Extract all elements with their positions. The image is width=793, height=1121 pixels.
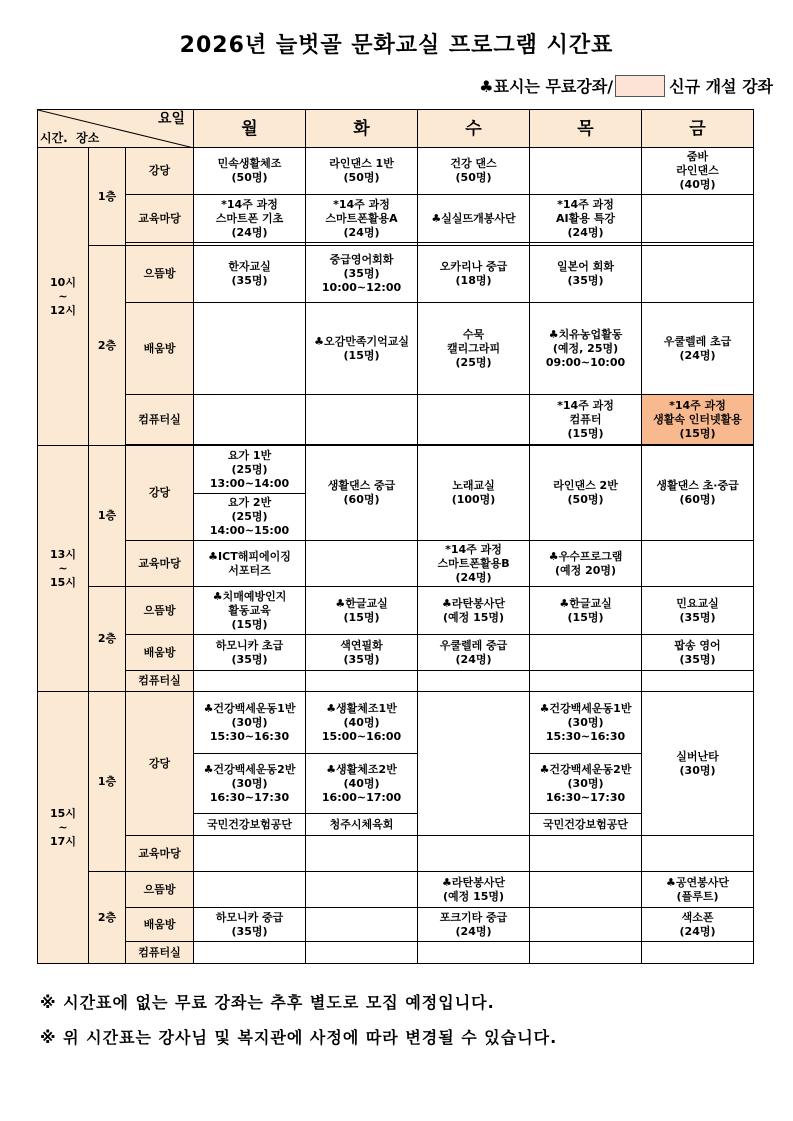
class-cell bbox=[530, 671, 642, 692]
class-cell bbox=[306, 836, 418, 872]
class-cell bbox=[194, 303, 306, 395]
day-label: 요일 bbox=[157, 111, 186, 127]
floor-1: 1층 bbox=[89, 148, 126, 246]
floor-1: 1층 bbox=[89, 692, 126, 872]
note-1: ※ 시간표에 없는 무료 강좌는 추후 별도로 모집 예정입니다. bbox=[40, 993, 495, 1012]
class-cell: ♣우수프로그램 (예정 20명) bbox=[530, 541, 642, 587]
place-learning-room: 배움방 bbox=[126, 303, 194, 395]
class-cell bbox=[418, 671, 530, 692]
class-cell: 색연필화 (35명) bbox=[306, 635, 418, 671]
class-cell: 노래교실 (100명) bbox=[418, 446, 530, 541]
legend-new-label: 신규 개설 강좌 bbox=[669, 77, 773, 96]
class-cell bbox=[194, 671, 306, 692]
class-cell bbox=[530, 836, 642, 872]
class-cell: ♣생활체조2반 (40명) 16:00~17:00 bbox=[306, 754, 418, 814]
class-cell bbox=[194, 836, 306, 872]
class-cell bbox=[418, 836, 530, 872]
class-cell bbox=[194, 395, 306, 445]
class-cell: ♣건강백세운동2반 (30명) 16:30~17:30 bbox=[194, 754, 306, 814]
class-cell bbox=[642, 671, 754, 692]
class-cell bbox=[530, 942, 642, 964]
class-cell: 건강 댄스 (50명) bbox=[418, 148, 530, 195]
class-cell: 민속생활체조 (50명) bbox=[194, 148, 306, 195]
class-cell: 라인댄스 2반 (50명) bbox=[530, 446, 642, 541]
class-cell: 우쿨렐레 초급 (24명) bbox=[642, 303, 754, 395]
class-cell bbox=[530, 908, 642, 942]
class-cell: ♣라탄봉사단 (예정 15명) bbox=[418, 872, 530, 908]
place-eutteum-room: 으뜸방 bbox=[126, 872, 194, 908]
class-cell: ♣ICT해피에이징 서포터즈 bbox=[194, 541, 306, 587]
time-slot-2: 13시 ~ 15시 bbox=[38, 446, 89, 692]
class-cell: ♣한글교실 (15명) bbox=[530, 587, 642, 635]
class-cell-yoga bbox=[194, 446, 306, 541]
note-2: ※ 위 시간표는 강사님 및 복지관에 사정에 따라 변경될 수 있습니다. bbox=[40, 1028, 558, 1047]
class-cell: 중급영어회화 (35명) 10:00~12:00 bbox=[306, 246, 418, 303]
class-cell bbox=[530, 148, 642, 195]
class-cell bbox=[642, 836, 754, 872]
class-cell: 오카리나 중급 (18명) bbox=[418, 246, 530, 303]
class-cell-empty bbox=[418, 692, 530, 836]
class-cell: 생활댄스 초·중급 (60명) bbox=[642, 446, 754, 541]
class-cell bbox=[306, 671, 418, 692]
class-cell: 하모니카 중급 (35명) bbox=[194, 908, 306, 942]
class-cell bbox=[306, 395, 418, 445]
floor-1: 1층 bbox=[89, 446, 126, 587]
class-cell bbox=[642, 942, 754, 964]
class-cell bbox=[418, 395, 530, 445]
class-cell: *14주 과정 AI활용 특강 (24명) bbox=[530, 195, 642, 243]
day-header-thu: 목 bbox=[530, 110, 642, 148]
class-cell bbox=[642, 541, 754, 587]
place-computer-room: 컴퓨터실 bbox=[126, 942, 194, 964]
day-header-tue: 화 bbox=[306, 110, 418, 148]
class-cell: 색소폰 (24명) bbox=[642, 908, 754, 942]
class-cell bbox=[306, 942, 418, 964]
class-cell bbox=[418, 942, 530, 964]
sponsor-label: 국민건강보험공단 bbox=[194, 814, 306, 836]
place-education-yard: 교육마당 bbox=[126, 836, 194, 872]
class-cell: ♣한글교실 (15명) bbox=[306, 587, 418, 635]
class-cell bbox=[194, 942, 306, 964]
place-eutteum-room: 으뜸방 bbox=[126, 246, 194, 303]
class-cell: ♣건강백세운동2반 (30명) 16:30~17:30 bbox=[530, 754, 642, 814]
place-computer-room: 컴퓨터실 bbox=[126, 395, 194, 445]
class-cell: ♣건강백세운동1반 (30명) 15:30~16:30 bbox=[194, 692, 306, 754]
class-cell: ♣건강백세운동1반 (30명) 15:30~16:30 bbox=[530, 692, 642, 754]
place-learning-room: 배움방 bbox=[126, 908, 194, 942]
class-cell: *14주 과정 스마트폰 기초 (24명) bbox=[194, 195, 306, 243]
place-education-yard: 교육마당 bbox=[126, 541, 194, 587]
class-cell: 생활댄스 중급 (60명) bbox=[306, 446, 418, 541]
day-header-fri: 금 bbox=[642, 110, 754, 148]
class-cell: 라인댄스 1반 (50명) bbox=[306, 148, 418, 195]
new-class-cell: *14주 과정 생활속 인터넷활용 (15명) bbox=[642, 395, 754, 445]
class-cell: 우쿨렐레 중급 (24명) bbox=[418, 635, 530, 671]
class-cell: ♣치매예방인지 활동교육 (15명) bbox=[194, 587, 306, 635]
legend-free-label: ♣표시는 무료강좌/ bbox=[479, 77, 614, 96]
time-place-label: 시간. 장소 bbox=[40, 131, 100, 145]
class-cell: *14주 과정 스마트폰활용A (24명) bbox=[306, 195, 418, 243]
class-cell: *14주 과정 컴퓨터 (15명) bbox=[530, 395, 642, 445]
sponsor-label: 청주시체육회 bbox=[306, 814, 418, 836]
class-cell: 포크기타 중급 (24명) bbox=[418, 908, 530, 942]
class-cell: 수묵 캘리그라피 (25명) bbox=[418, 303, 530, 395]
class-cell bbox=[194, 872, 306, 908]
class-cell: ♣생활체조1반 (40명) 15:00~16:00 bbox=[306, 692, 418, 754]
day-header-wed: 수 bbox=[418, 110, 530, 148]
class-cell: 하모니카 초급 (35명) bbox=[194, 635, 306, 671]
time-slot-3: 15시 ~ 17시 bbox=[38, 692, 89, 964]
class-cell: 팝송 영어 (35명) bbox=[642, 635, 754, 671]
class-cell bbox=[642, 246, 754, 303]
place-computer-room: 컴퓨터실 bbox=[126, 671, 194, 692]
class-cell bbox=[642, 195, 754, 243]
class-cell bbox=[306, 872, 418, 908]
class-cell: ♣실실뜨개봉사단 bbox=[418, 195, 530, 243]
place-eutteum-room: 으뜸방 bbox=[126, 587, 194, 635]
notes bbox=[40, 990, 557, 1060]
class-cell: ♣치유농업활동 (예정, 25명) 09:00~10:00 bbox=[530, 303, 642, 395]
class-cell bbox=[306, 541, 418, 587]
place-hall: 강당 bbox=[126, 692, 194, 836]
time-slot-1: 10시 ~ 12시 bbox=[38, 148, 89, 446]
class-cell bbox=[530, 872, 642, 908]
class-cell: ♣라탄봉사단 (예정 15명) bbox=[418, 587, 530, 635]
class-cell: 줌바 라인댄스 (40명) bbox=[642, 148, 754, 195]
class-cell: 민요교실 (35명) bbox=[642, 587, 754, 635]
yoga-class-2: 요가 2반 (25명) 14:00~15:00 bbox=[194, 493, 305, 538]
legend bbox=[479, 74, 773, 97]
day-header-mon: 월 bbox=[194, 110, 306, 148]
page-title: 2026년 늘벗골 문화교실 프로그램 시간표 bbox=[179, 33, 614, 58]
class-cell: ♣오감만족기억교실 (15명) bbox=[306, 303, 418, 395]
class-cell: *14주 과정 스마트폰활용B (24명) bbox=[418, 541, 530, 587]
legend-new-swatch bbox=[615, 75, 665, 97]
floor-2: 2층 bbox=[89, 587, 126, 692]
place-hall: 강당 bbox=[126, 446, 194, 541]
floor-2: 2층 bbox=[89, 872, 126, 964]
place-hall: 강당 bbox=[126, 148, 194, 195]
place-education-yard: 교육마당 bbox=[126, 195, 194, 243]
class-cell bbox=[306, 908, 418, 942]
place-learning-room: 배움방 bbox=[126, 635, 194, 671]
class-cell: 한자교실 (35명) bbox=[194, 246, 306, 303]
timetable bbox=[37, 109, 754, 964]
header-corner bbox=[38, 110, 194, 148]
floor-2: 2층 bbox=[89, 246, 126, 446]
class-cell bbox=[530, 635, 642, 671]
yoga-class-1: 요가 1반 (25명) 13:00~14:00 bbox=[209, 448, 290, 490]
class-cell: 실버난타 (30명) bbox=[642, 692, 754, 836]
class-cell: 일본어 회화 (35명) bbox=[530, 246, 642, 303]
class-cell: ♣공연봉사단 (플루트) bbox=[642, 872, 754, 908]
sponsor-label: 국민건강보험공단 bbox=[530, 814, 642, 836]
